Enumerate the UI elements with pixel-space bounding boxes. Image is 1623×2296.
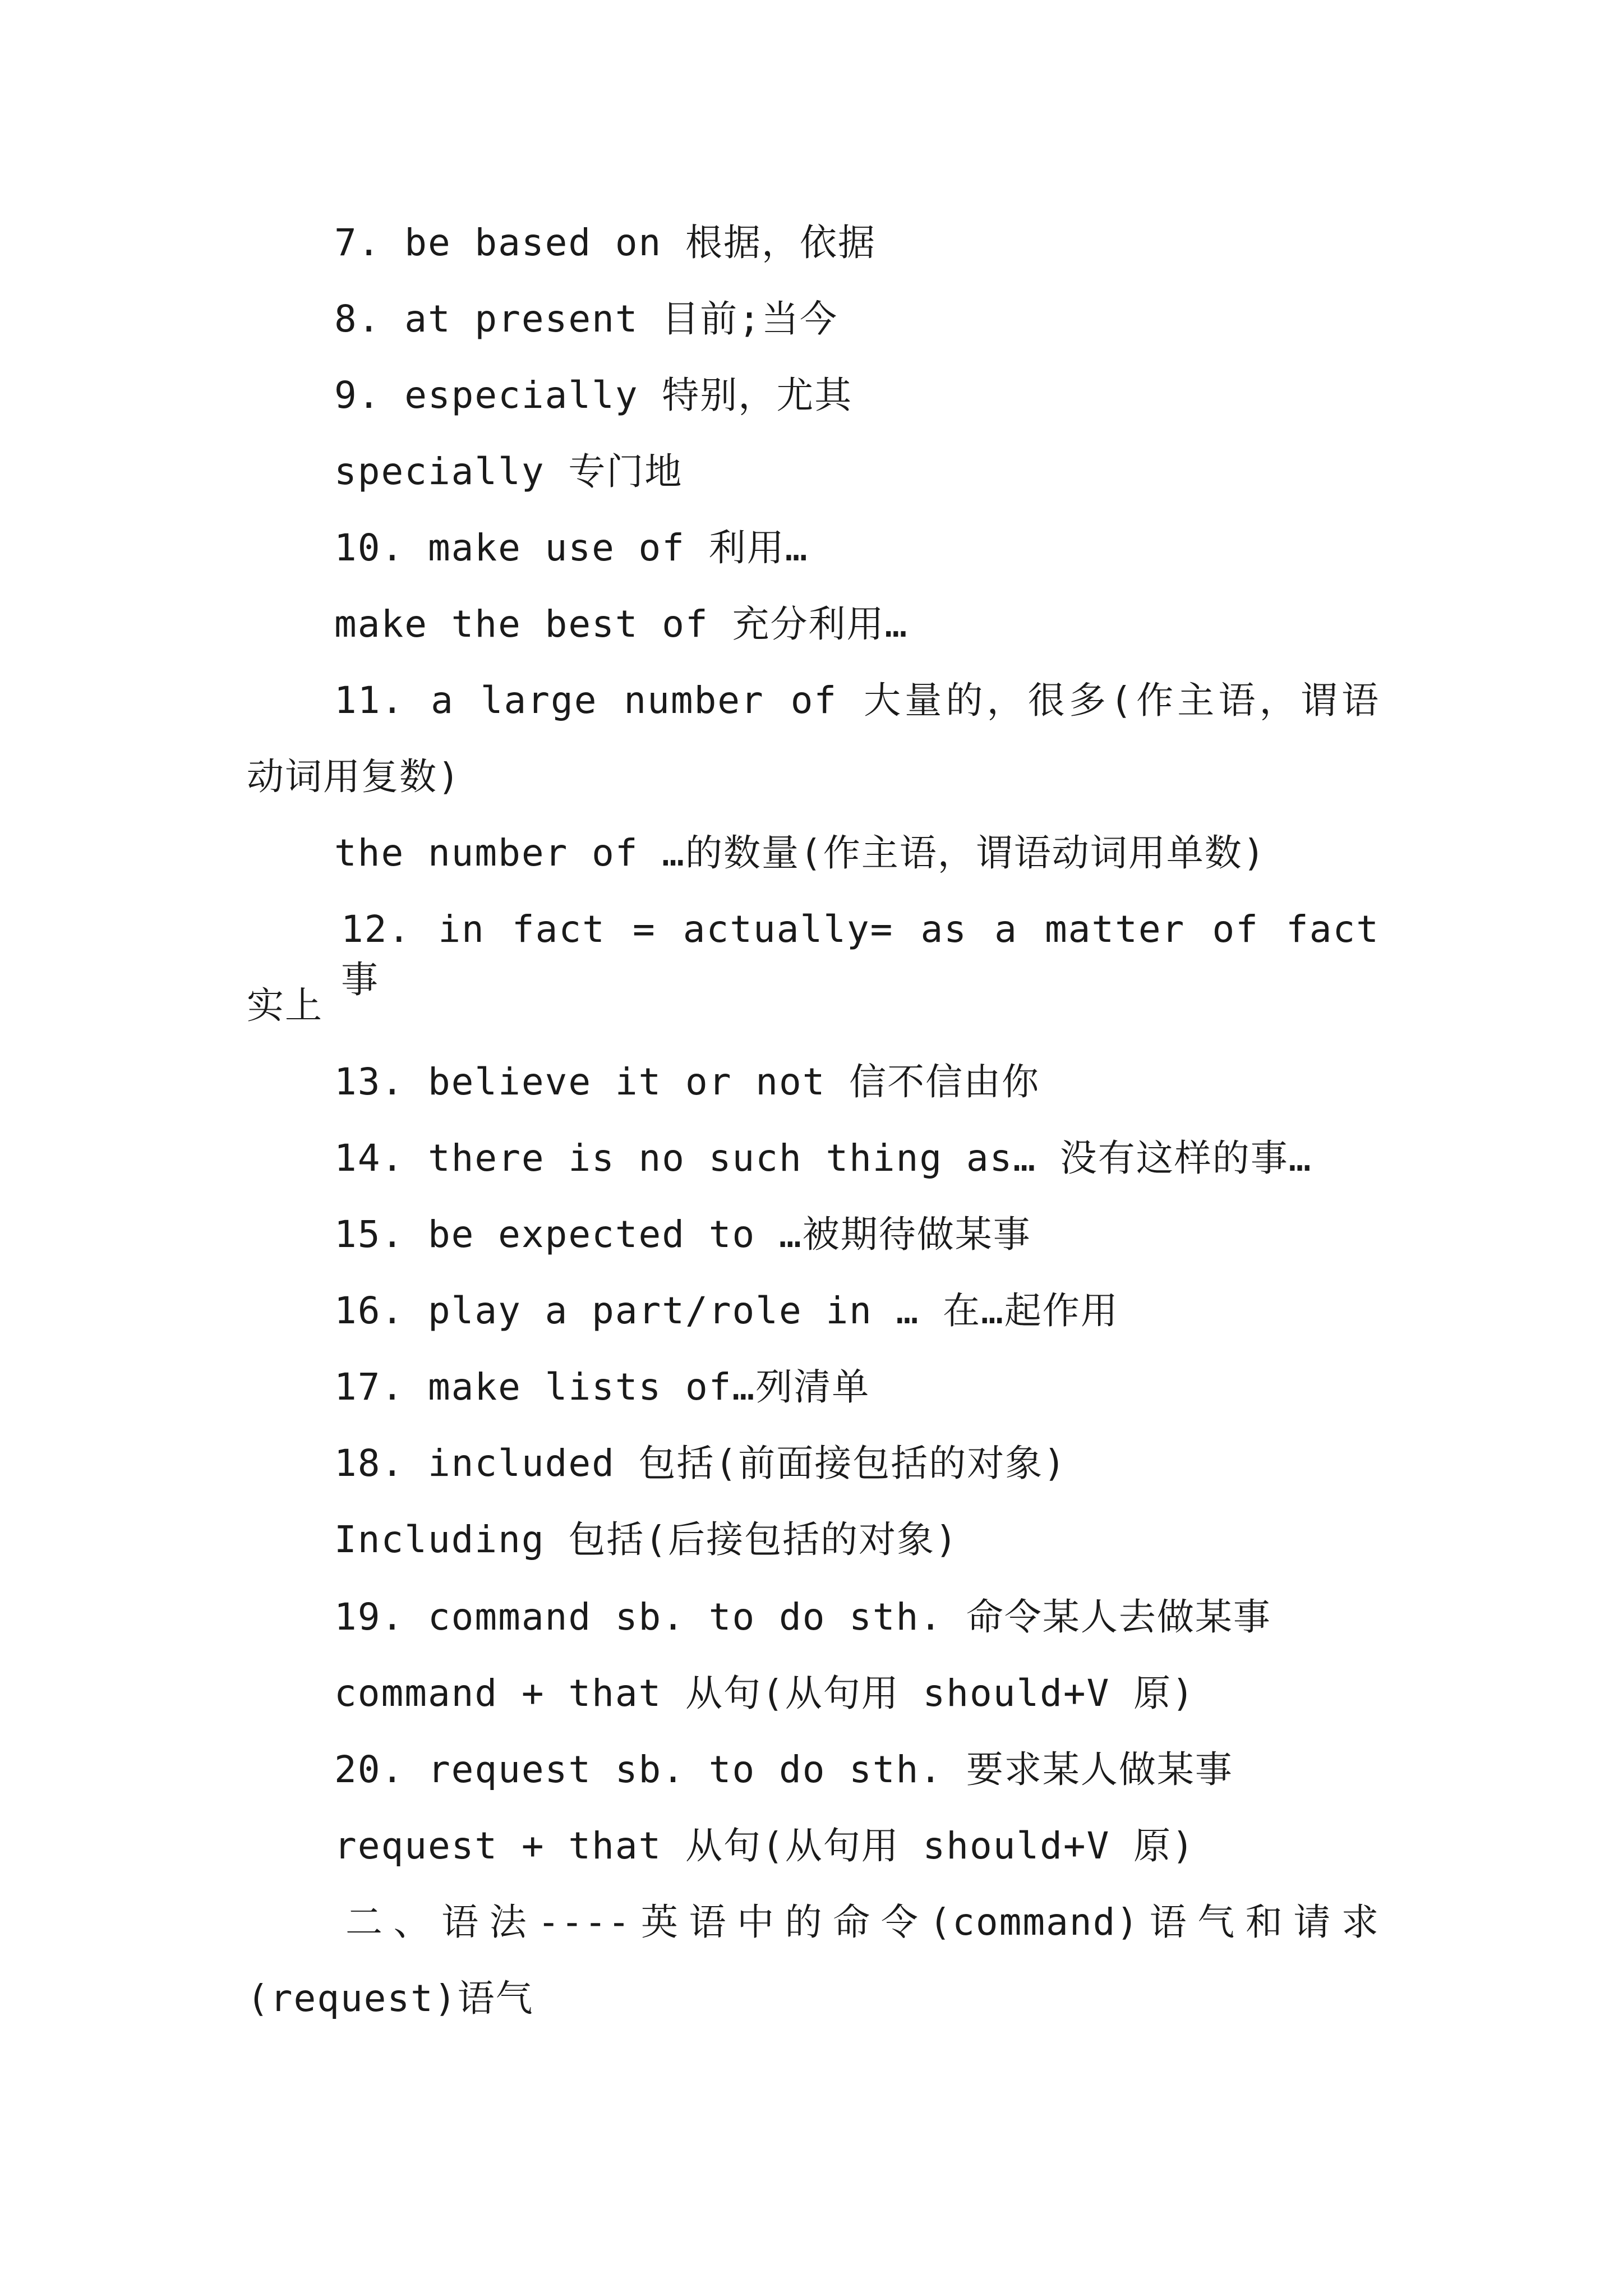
grammar-heading: 二、语法----英语中的命令(command)语气和请求 (345, 1901, 1380, 1944)
vocab-item-11: 11. a large number of 大量的，很多(作主语，谓语 (334, 679, 1380, 722)
vocab-item-11-continued: 动词用复数) (247, 755, 461, 798)
vocab-item-8: 8. at present 目前;当今 (334, 297, 838, 341)
grammar-heading-continued: (request)语气 (247, 1977, 534, 2020)
vocab-item-12-continued: 实上 (247, 984, 323, 1027)
vocab-item-10: 10. make use of 利用… (334, 526, 809, 569)
vocab-item-10-sub: make the best of 充分利用… (334, 602, 909, 646)
vocab-item-19-sub: command + that 从句(从句用 should+V 原) (334, 1672, 1195, 1715)
vocab-item-14: 14. there is no such thing as… 没有这样的事… (334, 1137, 1312, 1180)
vocab-item-11-sub: the number of …的数量(作主语，谓语动词用单数) (334, 831, 1266, 875)
vocab-item-12: 12. in fact = actually= as a matter of fact 事 (341, 908, 1380, 1001)
vocab-item-13: 13. believe it or not 信不信由你 (334, 1060, 1040, 1103)
vocab-item-16: 16. play a part/role in … 在…起作用 (334, 1289, 1119, 1332)
vocab-item-9: 9. especially 特别，尤其 (334, 374, 853, 417)
vocab-item-19: 19. command sb. to do sth. 命令某人去做某事 (334, 1595, 1271, 1639)
vocab-item-18-sub: Including 包括(后接包括的对象) (334, 1518, 958, 1561)
vocab-item-17: 17. make lists of…列清单 (334, 1365, 870, 1409)
vocab-item-15: 15. be expected to …被期待做某事 (334, 1213, 1031, 1256)
vocab-item-18: 18. included 包括(前面接包括的对象) (334, 1442, 1067, 1485)
vocab-item-20: 20. request sb. to do sth. 要求某人做某事 (334, 1748, 1233, 1791)
vocab-item-7: 7. be based on 根据，依据 (334, 221, 877, 264)
vocab-item-20-sub: request + that 从句(从句用 should+V 原) (334, 1824, 1195, 1867)
vocab-item-9-sub: specially 专门地 (334, 450, 683, 493)
